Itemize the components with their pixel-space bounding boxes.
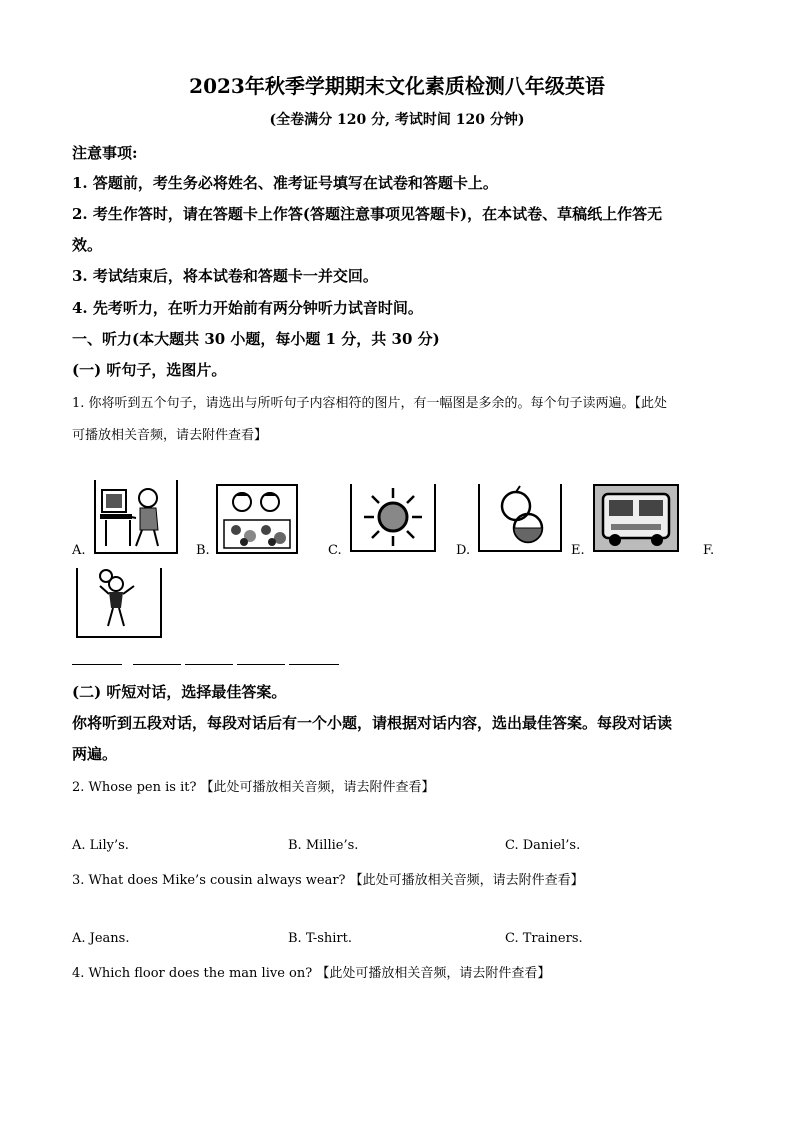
part-1-heading: (一) 听句子，选图片。	[72, 361, 227, 379]
notes-item-2-line-2: 效。	[72, 236, 103, 254]
part-2-intro-line-2: 两遍。	[72, 745, 118, 763]
question-4-stem: 4. Which floor does the man live on? 【此处可播放相关音频，请去附件查看】	[72, 966, 551, 981]
answer-blank-1[interactable]	[72, 664, 122, 665]
section-1-heading: 一、听力(本大题共 30 小题，每小题 1 分，共 30 分)	[72, 330, 440, 348]
fruit-picture	[478, 484, 562, 552]
question-1-line-2: 可播放相关音频，请去附件查看】	[72, 428, 268, 443]
question-3-option-a[interactable]: A. Jeans.	[72, 931, 130, 946]
page-title: 2023年秋季学期期末文化素质检测八年级英语	[189, 74, 605, 98]
notes-heading: 注意事项:	[72, 144, 138, 162]
option-label-f: F.	[703, 543, 715, 558]
question-3-stem: 3. What does Mike’s cousin always wear? 【此处可播放相关音频，请去附件查看】	[72, 873, 584, 888]
question-2-option-c[interactable]: C. Daniel’s.	[505, 838, 581, 853]
question-2-stem: 2. Whose pen is it? 【此处可播放相关音频，请去附件查看】	[72, 780, 435, 795]
question-2-option-b[interactable]: B. Millie’s.	[288, 838, 359, 853]
answer-blank-3[interactable]	[185, 664, 233, 665]
boy-playing-ball-picture	[76, 568, 162, 638]
option-label-b: B.	[196, 543, 210, 558]
bus-picture	[593, 484, 679, 552]
part-2-heading: (二) 听短对话，选择最佳答案。	[72, 683, 287, 701]
question-3-option-c[interactable]: C. Trainers.	[505, 931, 583, 946]
notes-item-3: 3. 考试结束后，将本试卷和答题卡一并交回。	[72, 267, 378, 285]
question-3-option-b[interactable]: B. T-shirt.	[288, 931, 352, 946]
boy-at-computer-picture	[94, 480, 178, 554]
answer-blank-4[interactable]	[237, 664, 285, 665]
page-subtitle: (全卷满分 120 分, 考试时间 120 分钟)	[269, 112, 525, 128]
option-label-c: C.	[328, 543, 342, 558]
question-2-option-a[interactable]: A. Lily’s.	[72, 838, 129, 853]
sun-picture	[350, 484, 436, 552]
children-with-food-picture	[216, 484, 298, 554]
answer-blank-2[interactable]	[133, 664, 181, 665]
option-label-e: E.	[571, 543, 585, 558]
notes-item-4: 4. 先考听力，在听力开始前有两分钟听力试音时间。	[72, 299, 423, 317]
option-label-d: D.	[456, 543, 471, 558]
question-1-line-1: 1. 你将听到五个句子，请选出与所听句子内容相符的图片，有一幅图是多余的。每个句子读两遍。【此处	[72, 396, 668, 411]
notes-item-1: 1. 答题前，考生务必将姓名、准考证号填写在试卷和答题卡上。	[72, 174, 498, 192]
option-label-a: A.	[72, 543, 86, 558]
part-2-intro-line-1: 你将听到五段对话，每段对话后有一个小题，请根据对话内容，选出最佳答案。每段对话读	[72, 714, 673, 732]
notes-item-2-line-1: 2. 考生作答时，请在答题卡上作答(答题注意事项见答题卡)，在本试卷、草稿纸上作答无	[72, 205, 663, 223]
answer-blank-5[interactable]	[289, 664, 339, 665]
